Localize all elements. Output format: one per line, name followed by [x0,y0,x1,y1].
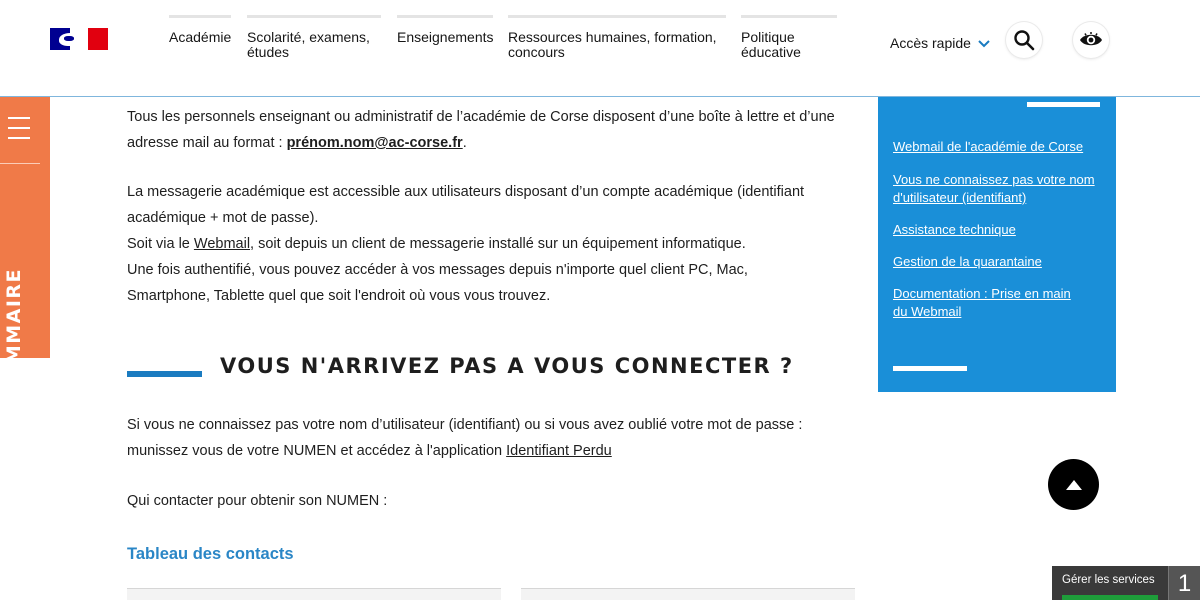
paragraph-identifiant [127,412,817,464]
nav-label: Enseignements [397,29,494,45]
quick-links-panel [878,97,1116,392]
paragraph-intro [127,104,857,156]
paragraph-text: Tous les personnels enseignant ou administratif de l’académie de Corse disposent d’une boîte à lettre et d’une adresse mail au format : [127,109,835,151]
arrow-up-icon [1065,479,1083,491]
panel-accent-bar [893,366,967,371]
panel-accent-bar [1027,102,1100,107]
accessibility-button[interactable] [1073,22,1109,58]
nav-item-academie[interactable] [169,15,231,45]
paragraph-text: . [462,135,467,151]
nav-label: éducative [741,44,801,60]
contacts-table-heading: Tableau des contacts [127,545,294,563]
nav-label: études [247,44,290,60]
nav-item-enseignements[interactable] [397,15,493,45]
marianne-logo[interactable] [50,28,108,50]
nav-label: Ressources humaines, formation, [508,29,717,45]
sidebar-link-assistance[interactable]: Assistance technique [893,222,1016,237]
eye-icon [1079,31,1103,49]
acces-rapide-dropdown[interactable] [890,35,991,51]
search-button[interactable] [1006,22,1042,58]
contacts-table-header-cell [127,588,501,600]
sommaire-label: SOMMAIRE [3,267,25,397]
back-to-top-button[interactable] [1048,459,1099,510]
site-header [0,0,1200,97]
cookie-services-count: 1 [1168,566,1200,600]
nav-label: Politique [741,29,795,45]
sidebar-link-documentation[interactable]: Documentation : Prise en main du Webmail [893,286,1071,319]
paragraph-webmail [127,231,857,257]
nav-item-ressources-humaines[interactable] [508,15,726,60]
heading-accent-bar [127,371,202,377]
section-heading: VOUS N'ARRIVEZ PAS A VOUS CONNECTER ? [220,354,794,378]
email-format-link[interactable]: prénom.nom@ac-corse.fr [286,135,463,151]
sidebar-link-quarantaine[interactable]: Gestion de la quarantaine [893,254,1042,269]
chevron-down-icon [977,36,991,50]
nav-item-scolarite[interactable] [247,15,381,60]
paragraph-messagerie: La messagerie académique est accessible aux utilisateurs disposant d’un compte académique (identifiant académique + mot de passe). [127,184,805,226]
identifiant-perdu-link[interactable]: Identifiant Perdu [506,443,612,459]
cookie-accept-button[interactable] [1062,595,1158,600]
cookie-services-label: Gérer les services [1062,574,1155,586]
nav-label: concours [508,44,565,60]
cookie-services-bar[interactable] [1052,566,1200,600]
paragraph-authentifie: Une fois authentifié, vous pouvez accéder à vos messages depuis n'importe quel client PC, Mac, Smartphone, Tablette quel que soit l'endroit où vous vous trouvez. [127,262,748,304]
sommaire-tab[interactable] [0,97,50,397]
paragraph-text: , soit depuis un client de messagerie installé sur un équipement informatique. [250,236,746,252]
paragraph-text: Si vous ne connaissez pas votre nom d’utilisateur (identifiant) ou si vous avez oublié votre mot de passe : munissez vous de votre NUMEN et accédez à l'application [127,417,803,459]
divider [0,163,40,164]
sidebar-link-webmail[interactable]: Webmail de l'académie de Corse [893,139,1084,154]
nav-item-politique-educative[interactable] [741,15,837,60]
nav-label: Académie [169,29,232,45]
search-icon [1013,29,1035,51]
nav-label: Scolarité, examens, [247,29,370,45]
menu-lines-icon [8,117,30,147]
sidebar-link-identifiant[interactable]: Vous ne connaissez pas votre nom d'utilisateur (identifiant) [893,172,1095,205]
paragraph-numen: Qui contacter pour obtenir son NUMEN : [127,493,388,509]
acces-rapide-label: Accès rapide [890,35,971,51]
paragraph-text: Soit via le [127,236,194,252]
webmail-link[interactable]: Webmail [193,236,251,252]
contacts-table-header-cell [521,588,855,600]
